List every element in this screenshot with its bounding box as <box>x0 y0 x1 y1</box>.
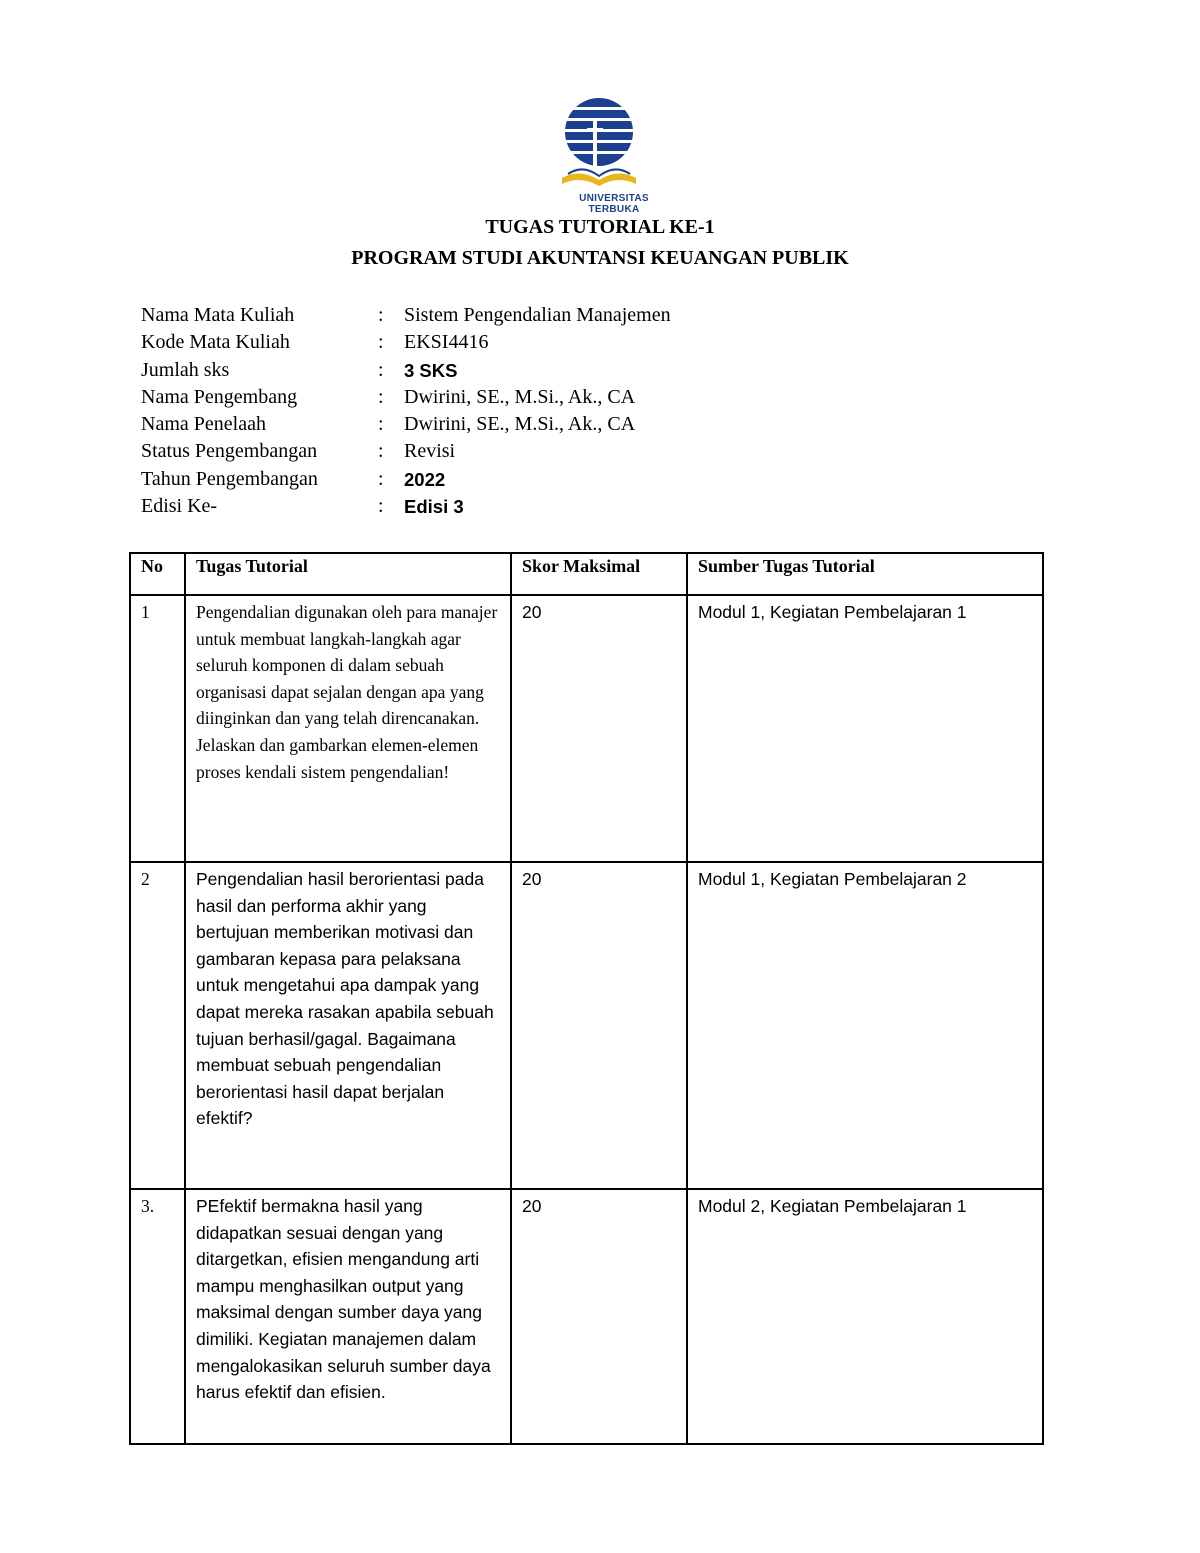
header-no: No <box>130 553 185 595</box>
header-source: Sumber Tugas Tutorial <box>687 553 1043 595</box>
info-value: Sistem Pengendalian Manajemen <box>404 304 671 326</box>
info-row-reviewer <box>141 411 671 438</box>
info-row-course-name <box>141 302 671 329</box>
info-row-developer <box>141 384 671 411</box>
info-label: Status Pengembangan <box>141 440 318 463</box>
info-value: 3 SKS <box>404 359 458 381</box>
info-label: Edisi Ke- <box>141 495 218 518</box>
info-colon: : <box>378 331 384 354</box>
course-info <box>141 302 671 520</box>
info-label: Nama Pengembang <box>141 385 298 408</box>
university-logo <box>558 98 676 215</box>
logo-text: UNIVERSITAS TERBUKA <box>579 193 649 215</box>
info-value: Edisi 3 <box>404 496 464 518</box>
info-row-edition <box>141 493 671 520</box>
row-source: Modul 1, Kegiatan Pembelajaran 2 <box>687 862 1043 1189</box>
table-row <box>130 1189 1043 1444</box>
info-value: 2022 <box>404 468 446 490</box>
row-no: 3. <box>130 1189 185 1444</box>
row-score: 20 <box>511 595 687 862</box>
header-task: Tugas Tutorial <box>185 553 511 595</box>
row-score: 20 <box>511 862 687 1189</box>
info-value: Dwirini, SE., M.Si., Ak., CA <box>404 385 636 408</box>
info-row-status <box>141 438 671 465</box>
info-colon: : <box>378 304 384 326</box>
row-score: 20 <box>511 1189 687 1444</box>
row-task <box>185 595 511 862</box>
info-colon: : <box>378 440 384 463</box>
document-title: TUGAS TUTORIAL KE-1 <box>485 216 715 238</box>
row-task: PEfektif bermakna hasil yang didapatkan sesuai dengan yang ditargetkan, efisien mengandung arti mampu menghasilkan output yang maksimal dengan sumber daya yang dimiliki. Kegiatan manajemen dalam mengalokasikan seluruh sumber daya harus efektif dan efisien. <box>185 1189 511 1444</box>
row-source: Modul 2, Kegiatan Pembelajaran 1 <box>687 1189 1043 1444</box>
program-title: PROGRAM STUDI AKUNTANSI KEUANGAN PUBLIK <box>351 247 849 269</box>
header-score: Skor Maksimal <box>511 553 687 595</box>
tasks-table <box>129 552 1044 1445</box>
row-no: 1 <box>130 595 185 862</box>
task-text: Pengendalian digunakan oleh para manajer untuk membuat langkah-langkah agar seluruh komponen di dalam sebuah organisasi dapat sejalan dengan apa yang diinginkan dan yang telah direncanakan. <box>196 602 498 729</box>
info-label: Kode Mata Kuliah <box>141 331 290 354</box>
info-row-course-code <box>141 329 671 356</box>
info-colon: : <box>378 413 384 436</box>
info-value: EKSI4416 <box>404 331 489 354</box>
table-row <box>130 595 1043 862</box>
row-source: Modul 1, Kegiatan Pembelajaran 1 <box>687 595 1043 862</box>
row-task: Pengendalian hasil berorientasi pada hasil dan performa akhir yang bertujuan memberikan motivasi dan gambaran kepasa para pelaksana untuk mengetahui apa dampak yang dapat mereka rasakan apabila sebuah tujuan berhasil/gagal. Bagaimana membuat sebuah pengendalian berorientasi hasil dapat berjalan efektif? <box>185 862 511 1189</box>
info-row-year <box>141 466 671 493</box>
info-label: Nama Penelaah <box>141 413 266 436</box>
info-colon: : <box>378 358 384 381</box>
info-label: Jumlah sks <box>141 358 230 381</box>
info-value: Revisi <box>404 440 456 463</box>
info-value: Dwirini, SE., M.Si., Ak., CA <box>404 413 636 436</box>
table-header-row <box>130 553 1043 595</box>
info-row-credits <box>141 357 671 384</box>
table-row <box>130 862 1043 1189</box>
task-question: Jelaskan dan gambarkan elemen-elemen proses kendali sistem pengendalian! <box>196 734 479 782</box>
info-colon: : <box>378 495 384 518</box>
info-colon: : <box>378 467 384 490</box>
row-no: 2 <box>130 862 185 1189</box>
info-label: Tahun Pengembangan <box>141 467 318 490</box>
info-label: Nama Mata Kuliah <box>141 304 295 326</box>
info-colon: : <box>378 385 384 408</box>
